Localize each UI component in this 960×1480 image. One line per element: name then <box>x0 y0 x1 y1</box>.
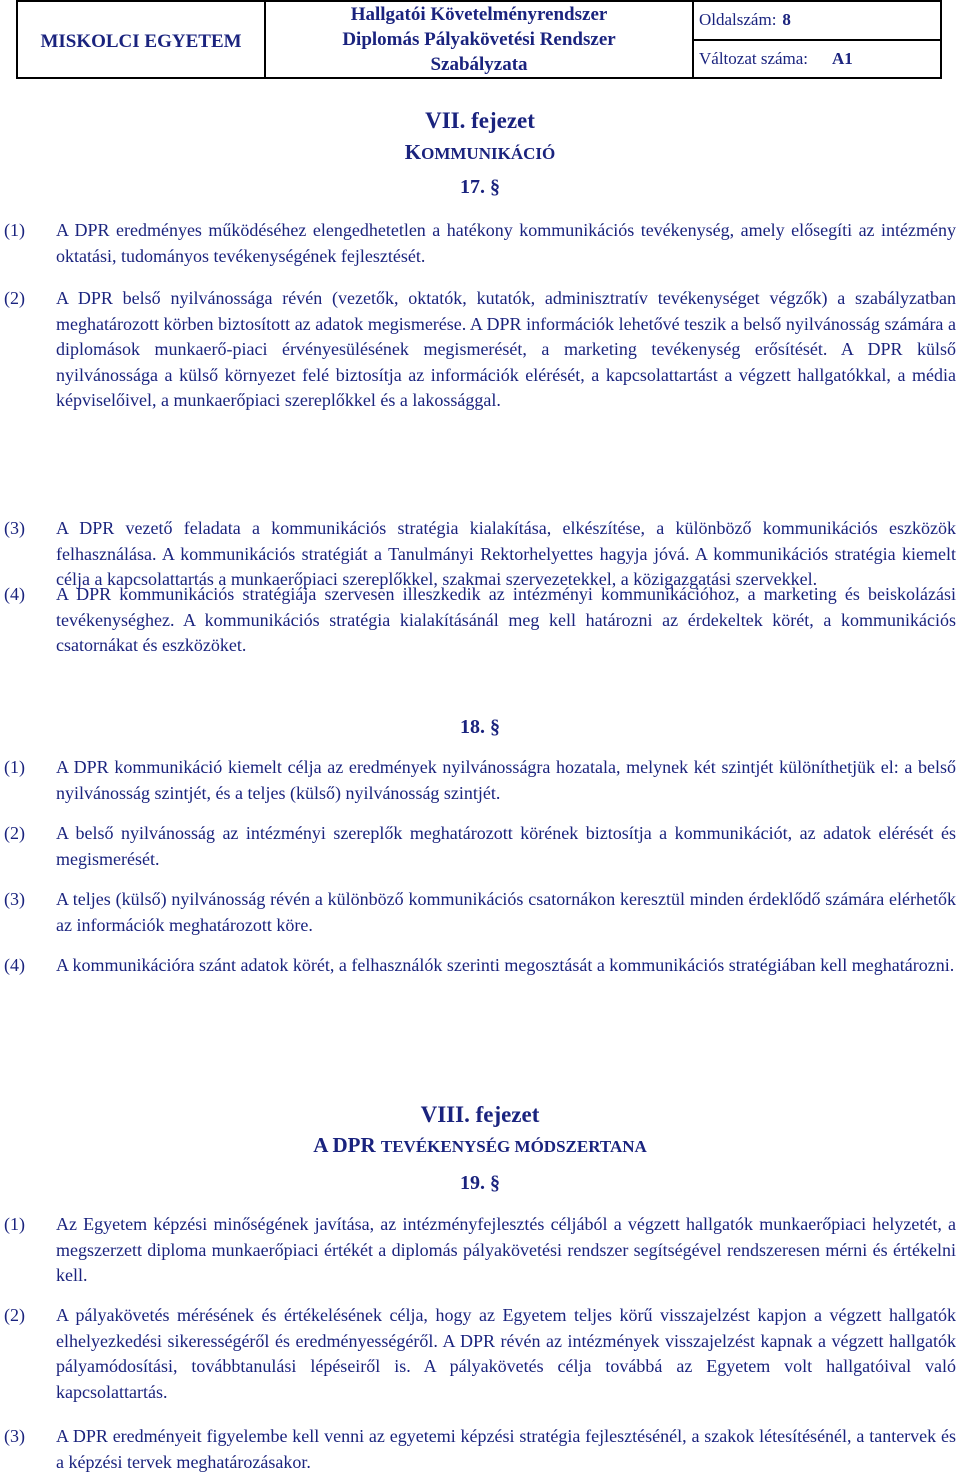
paragraph-number: (2) <box>4 288 25 308</box>
chapter-8-subtitle <box>0 1133 960 1158</box>
section-19-paragraph-3 <box>0 1424 960 1475</box>
chapter-7-subtitle-rest: OMMUNIKÁCIÓ <box>421 144 556 163</box>
section-19-paragraph-2 <box>0 1303 960 1405</box>
paragraph-number: (2) <box>4 823 25 843</box>
section-18-paragraph-3 <box>0 887 960 938</box>
document-title-block <box>266 2 694 77</box>
chapter-8-subtitle-initial: A DPR <box>313 1133 381 1157</box>
chapter-7-title: VII. fejezet <box>425 108 535 133</box>
chapter-7-subtitle <box>0 140 960 165</box>
paragraph-number: (1) <box>4 1214 25 1234</box>
page-number-row <box>694 2 940 39</box>
paragraph-text: A DPR kommunikáció kiemelt célja az eredmények nyilvánosságra hozatala, melynek két szintjét különíthetjük el: a belső nyilvánosság szintjét, és a teljes (külső) nyilvánosság szintjét. <box>56 757 956 803</box>
paragraph-text: A DPR vezető feladata a kommunikációs stratégia kialakítása, elkészítése, a különböző kommunikációs eszközök felhasználása. A kommunikációs stratégiát a Tanulmányi Rektorhelyettes hagyja jóvá. A kommunikációs stratégia kiemelt célja a kapcsolattartás a munkaerőpiaci szereplőkkel, szakmai szervezetekkel, a közigazgatási szervekkel. <box>56 518 956 589</box>
section-19-paragraph-1 <box>0 1212 960 1289</box>
version-value: A1 <box>832 48 853 68</box>
section-17-heading: 17. § <box>460 176 500 198</box>
chapter-8-subtitle-rest: TEVÉKENYSÉG MÓDSZERTANA <box>380 1137 647 1156</box>
paragraph-text: A kommunikációra szánt adatok körét, a felhasználók szerinti megosztását a kommunikációs stratégiában kell meghatározni. <box>56 955 955 975</box>
paragraph-text: A DPR eredményeit figyelembe kell venni az egyetemi képzési stratégia fejlesztésénél, a szakok létesítésénél, a tantervek és a képzési tervek meghatározásakor. <box>56 1426 956 1472</box>
document-title-line-3: Szabályzata <box>430 54 528 75</box>
paragraph-number: (1) <box>4 757 25 777</box>
chapter-7-subtitle-initial: K <box>404 140 422 164</box>
document-title-line-1: Hallgatói Követelményrendszer <box>350 4 608 25</box>
paragraph-number: (2) <box>4 1305 25 1325</box>
document-header-table <box>16 0 942 79</box>
page-number-value: 8 <box>782 10 791 30</box>
version-row <box>694 39 940 78</box>
paragraph-text: A pályakövetés mérésének és értékelésének célja, hogy az Egyetem teljes körű visszajelzést kapjon a végzett hallgatók elhelyezkedési sikerességéről és eredményességéről. A DPR révén az intézmények visszajelzést kapnak a végzett hallgatók pályamódosítási, továbbtanulási lépéseiről is. A pályakövetés célja továbbá az Egyetem volt hallgatóival való kapcsolattartás. <box>56 1305 956 1402</box>
section-17-paragraph-1 <box>0 218 960 269</box>
paragraph-text: A DPR eredményes működéséhez elengedhetetlen a hatékony kommunikációs tevékenység, amely elősegíti az intézmény oktatási, tudományos tevékenységének fejlesztését. <box>56 220 956 266</box>
paragraph-number: (4) <box>4 955 25 975</box>
section-18-paragraph-4 <box>0 953 960 979</box>
paragraph-number: (3) <box>4 518 25 538</box>
section-18-heading: 18. § <box>460 716 500 738</box>
section-19-heading: 19. § <box>460 1172 500 1194</box>
paragraph-text: A DPR kommunikációs stratégiája szervesen illeszkedik az intézményi kommunikációhoz, a marketing és beiskolázási tevékenységhez. A kommunikációs stratégia kialakításánál meg kell határozni az érdekeltek körét, a kommunikációs csatornákat és eszközöket. <box>56 584 956 655</box>
page-number-label: Oldalszám: <box>699 10 777 30</box>
paragraph-text: A DPR belső nyilvánossága révén (vezetők, oktatók, kutatók, adminisztratív tevékenységet végzők) a szabályzatban meghatározott körben biztosított az adatok megismerése. A DPR információk lehetővé teszik a belső nyilvánosság számára a diplomások munkaerő-piaci érvényesülésének megismerését, a marketing tevékenység erősítését. A DPR külső nyilvánossága a külső környezet felé biztosítja az információk elérését, a kapcsolattartást a végzett hallgatókkal, a média képviselőivel, a munkaerőpiaci szereplőkkel és a lakossággal. <box>56 288 956 410</box>
paragraph-text: A belső nyilvánosság az intézményi szereplők meghatározott körének biztosítja a kommunikációt, az adatok elérését és megismerését. <box>56 823 956 869</box>
organization-name: MISKOLCI EGYETEM <box>18 2 266 77</box>
chapter-8-title: VIII. fejezet <box>420 1102 540 1127</box>
document-meta-block <box>694 2 940 77</box>
document-title-line-2: Diplomás Pályakövetési Rendszer <box>342 29 616 50</box>
section-17-paragraph-2 <box>0 286 960 414</box>
paragraph-number: (3) <box>4 889 25 909</box>
version-label: Változat száma: <box>699 48 809 68</box>
section-18-paragraph-2 <box>0 821 960 872</box>
paragraph-number: (4) <box>4 584 25 604</box>
section-18-paragraph-1 <box>0 755 960 806</box>
section-17-paragraph-4 <box>0 582 960 659</box>
paragraph-text: A teljes (külső) nyilvánosság révén a különböző kommunikációs csatornákon keresztül minden érdeklődő számára elérhetők az információk meghatározott köre. <box>56 889 956 935</box>
paragraph-text: Az Egyetem képzési minőségének javítása, az intézményfejlesztés céljából a végzett hallgatók munkaerőpiaci helyzetét, a megszerzett diploma munkaerőpiaci értékét a diplomás pályakövetési rendszer segítségével rendszeresen mérni és értékelni kell. <box>56 1214 956 1285</box>
paragraph-number: (3) <box>4 1426 25 1446</box>
paragraph-number: (1) <box>4 220 25 240</box>
